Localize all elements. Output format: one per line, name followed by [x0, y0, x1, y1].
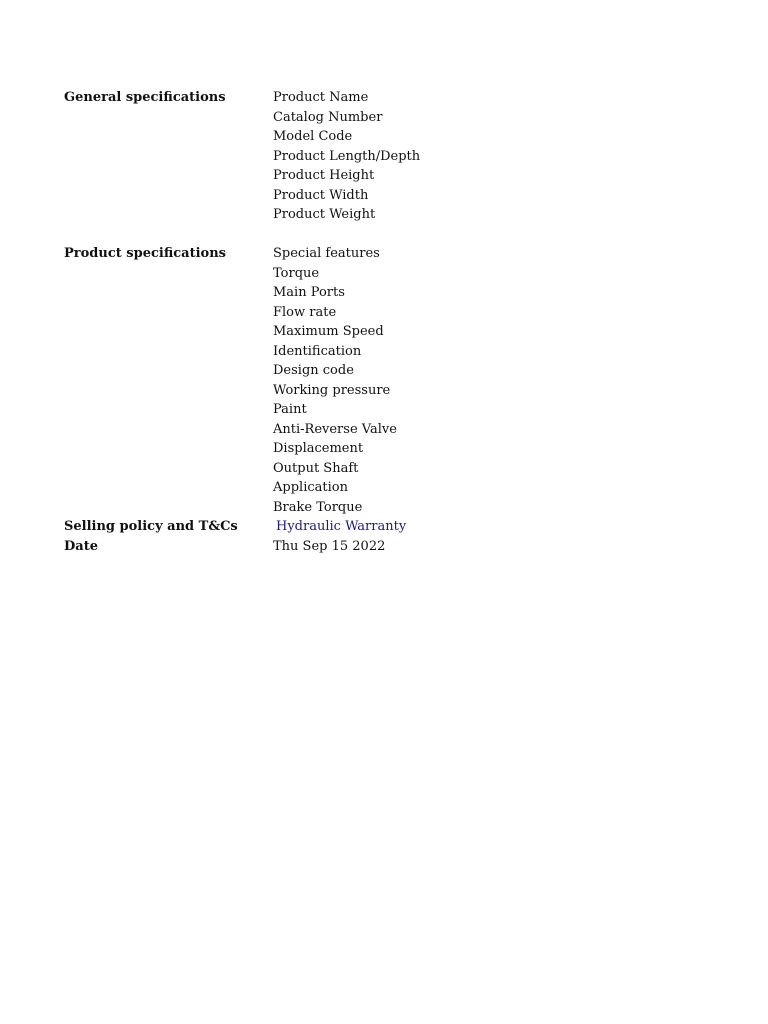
spec-item: Anti-Reverse Valve — [273, 421, 397, 437]
selling-policy-label: Selling policy and T&Cs — [64, 519, 238, 534]
general-spec-list — [273, 88, 420, 225]
spec-item: Model Code — [273, 129, 353, 144]
general-specifications-section — [64, 88, 704, 225]
spec-item: Product Name — [273, 90, 369, 105]
spec-item: Output Shaft — [273, 460, 359, 476]
spec-item: Displacement — [273, 441, 364, 456]
spec-item: Product Width — [273, 187, 369, 203]
spec-item: Identification — [273, 343, 362, 359]
product-specifications-section — [64, 244, 704, 517]
spec-item: Product Length/Depth — [273, 148, 421, 164]
product-spec-list — [273, 244, 397, 517]
spec-item: Design code — [273, 363, 354, 378]
hydraulic-warranty-link[interactable]: Hydraulic Warranty — [276, 519, 407, 534]
spec-sheet — [64, 88, 704, 556]
spec-item: Working pressure — [273, 382, 391, 398]
spec-item: Main Ports — [273, 285, 345, 300]
date-row — [64, 537, 704, 557]
spec-item: Product Height — [273, 168, 375, 183]
spec-item: Brake Torque — [273, 499, 363, 515]
spec-item: Torque — [273, 265, 320, 281]
spec-item: Paint — [273, 402, 307, 417]
selling-policy-row — [64, 517, 704, 537]
spec-item: Flow rate — [273, 304, 337, 320]
spec-item: Catalog Number — [273, 109, 383, 125]
section-label: Product specifications — [64, 246, 226, 261]
spec-item: Maximum Speed — [273, 324, 384, 339]
spec-item: Product Weight — [273, 207, 376, 222]
section-label: General specifications — [64, 90, 226, 105]
spec-item: Special features — [273, 246, 380, 261]
date-label: Date — [64, 538, 98, 554]
date-value: Thu Sep 15 2022 — [273, 538, 386, 554]
spec-item: Application — [273, 480, 348, 495]
